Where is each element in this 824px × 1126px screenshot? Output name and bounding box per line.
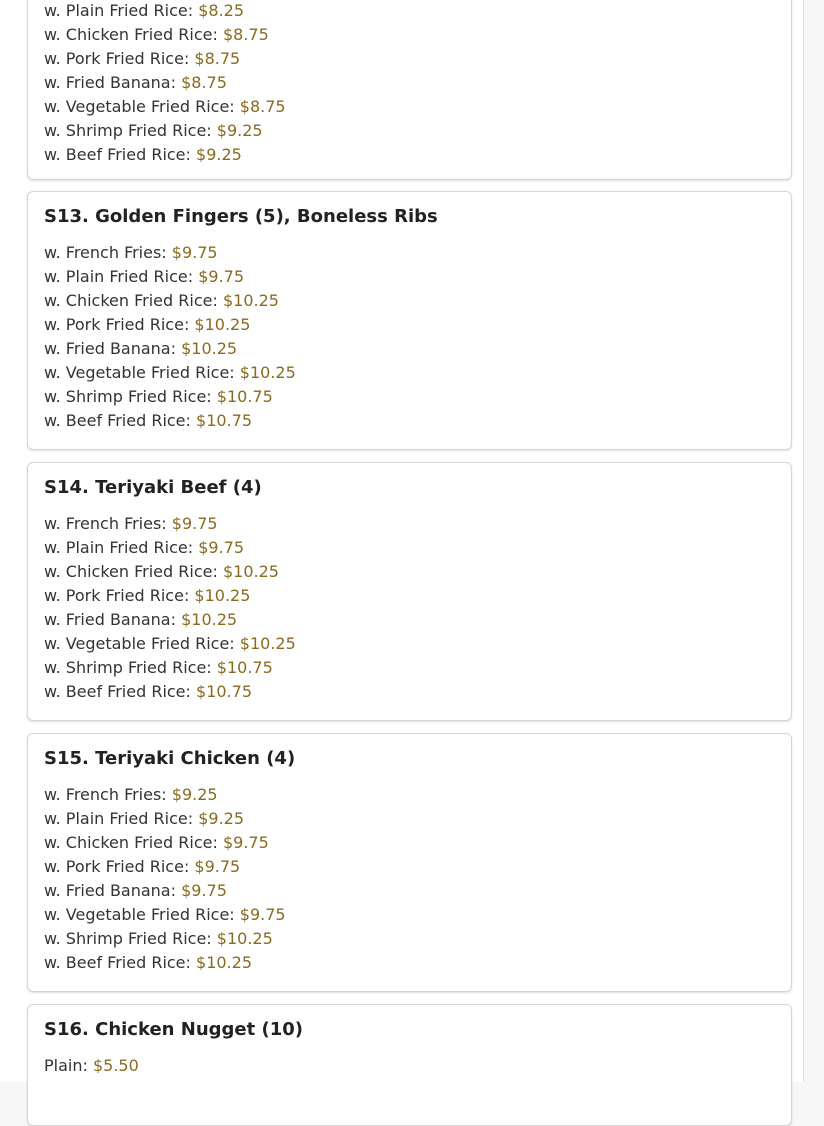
menu-item-title: S13. Golden Fingers (5), Boneless Ribs	[44, 206, 438, 227]
option-label: w. Beef Fried Rice:	[44, 411, 191, 430]
option-row[interactable]	[44, 632, 296, 656]
option-row[interactable]	[44, 680, 296, 704]
option-row[interactable]	[44, 409, 296, 433]
option-row[interactable]	[44, 536, 296, 560]
option-row[interactable]	[44, 0, 286, 23]
option-price: $10.25	[196, 953, 252, 972]
option-price: $9.25	[198, 809, 245, 828]
option-label: w. Vegetable Fried Rice:	[44, 97, 235, 116]
option-row[interactable]	[44, 23, 286, 47]
option-price: $10.25	[239, 363, 296, 382]
option-label: w. Beef Fried Rice:	[44, 953, 191, 972]
option-list	[44, 512, 296, 704]
option-label: w. Chicken Fried Rice:	[44, 562, 218, 581]
option-label: w. Shrimp Fried Rice:	[44, 121, 212, 140]
option-price: $9.75	[194, 857, 241, 876]
option-row[interactable]	[44, 512, 296, 536]
option-label: w. Fried Banana:	[44, 881, 176, 900]
option-label: w. French Fries:	[44, 243, 167, 262]
option-label: w. Pork Fried Rice:	[44, 857, 190, 876]
option-row[interactable]	[44, 879, 286, 903]
option-price: $10.25	[216, 929, 273, 948]
option-row[interactable]	[44, 265, 296, 289]
option-label: w. Pork Fried Rice:	[44, 315, 190, 334]
option-price: $8.25	[198, 1, 245, 20]
option-price: $10.25	[194, 315, 251, 334]
option-label: w. Beef Fried Rice:	[44, 682, 191, 701]
option-price: $8.75	[239, 97, 286, 116]
option-label: w. Pork Fried Rice:	[44, 49, 190, 68]
option-row[interactable]	[44, 584, 296, 608]
menu-item-card-s13[interactable]	[27, 191, 792, 450]
menu-item-card-s14[interactable]	[27, 462, 792, 721]
option-price: $9.25	[171, 785, 218, 804]
option-row[interactable]	[44, 71, 286, 95]
option-price: $10.25	[181, 339, 238, 358]
option-price: $9.75	[171, 514, 218, 533]
option-price: $10.75	[216, 658, 273, 677]
option-row[interactable]	[44, 656, 296, 680]
option-price: $9.75	[171, 243, 218, 262]
option-row[interactable]	[44, 927, 286, 951]
option-price: $10.25	[194, 586, 251, 605]
option-label: w. Fried Banana:	[44, 610, 176, 629]
option-label: w. Chicken Fried Rice:	[44, 25, 218, 44]
option-price: $9.75	[181, 881, 227, 900]
option-list	[44, 241, 296, 433]
option-row[interactable]	[44, 289, 296, 313]
option-list	[44, 1054, 139, 1078]
option-label: w. Plain Fried Rice:	[44, 1, 194, 20]
option-price: $9.75	[239, 905, 286, 924]
option-label: w. Vegetable Fried Rice:	[44, 905, 235, 924]
option-row[interactable]	[44, 608, 296, 632]
option-price: $8.75	[222, 25, 269, 44]
option-price: $10.25	[222, 562, 279, 581]
menu-item-card-s16[interactable]	[27, 1004, 792, 1126]
option-row[interactable]	[44, 831, 286, 855]
option-price: $9.25	[196, 145, 242, 164]
option-row[interactable]	[44, 119, 286, 143]
option-label: w. Plain Fried Rice:	[44, 267, 194, 286]
option-price: $9.75	[198, 267, 245, 286]
option-price: $5.50	[92, 1056, 139, 1075]
option-row[interactable]	[44, 47, 286, 71]
option-label: w. French Fries:	[44, 514, 167, 533]
option-label: w. Shrimp Fried Rice:	[44, 929, 212, 948]
option-price: $8.75	[181, 73, 227, 92]
menu-item-title: S14. Teriyaki Beef (4)	[44, 477, 262, 498]
option-label: w. Shrimp Fried Rice:	[44, 658, 212, 677]
option-row[interactable]	[44, 337, 296, 361]
option-label: w. Plain Fried Rice:	[44, 538, 194, 557]
option-list	[44, 783, 286, 975]
option-row[interactable]	[44, 95, 286, 119]
option-row[interactable]	[44, 855, 286, 879]
option-row[interactable]	[44, 783, 286, 807]
option-label: w. Pork Fried Rice:	[44, 586, 190, 605]
option-price: $10.25	[222, 291, 279, 310]
option-price: $9.75	[222, 833, 269, 852]
option-label: w. Fried Banana:	[44, 73, 176, 92]
menu-item-title: S15. Teriyaki Chicken (4)	[44, 748, 296, 769]
option-price: $10.75	[196, 411, 252, 430]
option-price: $10.75	[196, 682, 252, 701]
option-row[interactable]	[44, 1054, 139, 1078]
option-label: w. French Fries:	[44, 785, 167, 804]
option-label: w. Vegetable Fried Rice:	[44, 634, 235, 653]
option-label: w. Plain Fried Rice:	[44, 809, 194, 828]
option-price: $9.25	[216, 121, 263, 140]
option-row[interactable]	[44, 313, 296, 337]
option-label: w. Chicken Fried Rice:	[44, 833, 218, 852]
option-label: w. Vegetable Fried Rice:	[44, 363, 235, 382]
option-row[interactable]	[44, 385, 296, 409]
option-price: $9.75	[198, 538, 245, 557]
option-row[interactable]	[44, 143, 286, 167]
option-price: $10.75	[216, 387, 273, 406]
option-list	[44, 0, 286, 167]
option-price: $8.75	[194, 49, 241, 68]
option-label: w. Shrimp Fried Rice:	[44, 387, 212, 406]
option-row[interactable]	[44, 241, 296, 265]
option-row[interactable]	[44, 903, 286, 927]
option-row[interactable]	[44, 560, 296, 584]
option-row[interactable]	[44, 951, 286, 975]
option-row[interactable]	[44, 361, 296, 385]
option-price: $10.25	[181, 610, 238, 629]
menu-item-card-s12[interactable]	[27, 0, 792, 180]
menu-item-title: S16. Chicken Nugget (10)	[44, 1019, 303, 1040]
option-price: $10.25	[239, 634, 296, 653]
option-label: w. Beef Fried Rice:	[44, 145, 191, 164]
option-label: w. Fried Banana:	[44, 339, 176, 358]
option-row[interactable]	[44, 807, 286, 831]
option-label: Plain:	[44, 1056, 88, 1075]
menu-item-card-s15[interactable]	[27, 733, 792, 992]
option-label: w. Chicken Fried Rice:	[44, 291, 218, 310]
